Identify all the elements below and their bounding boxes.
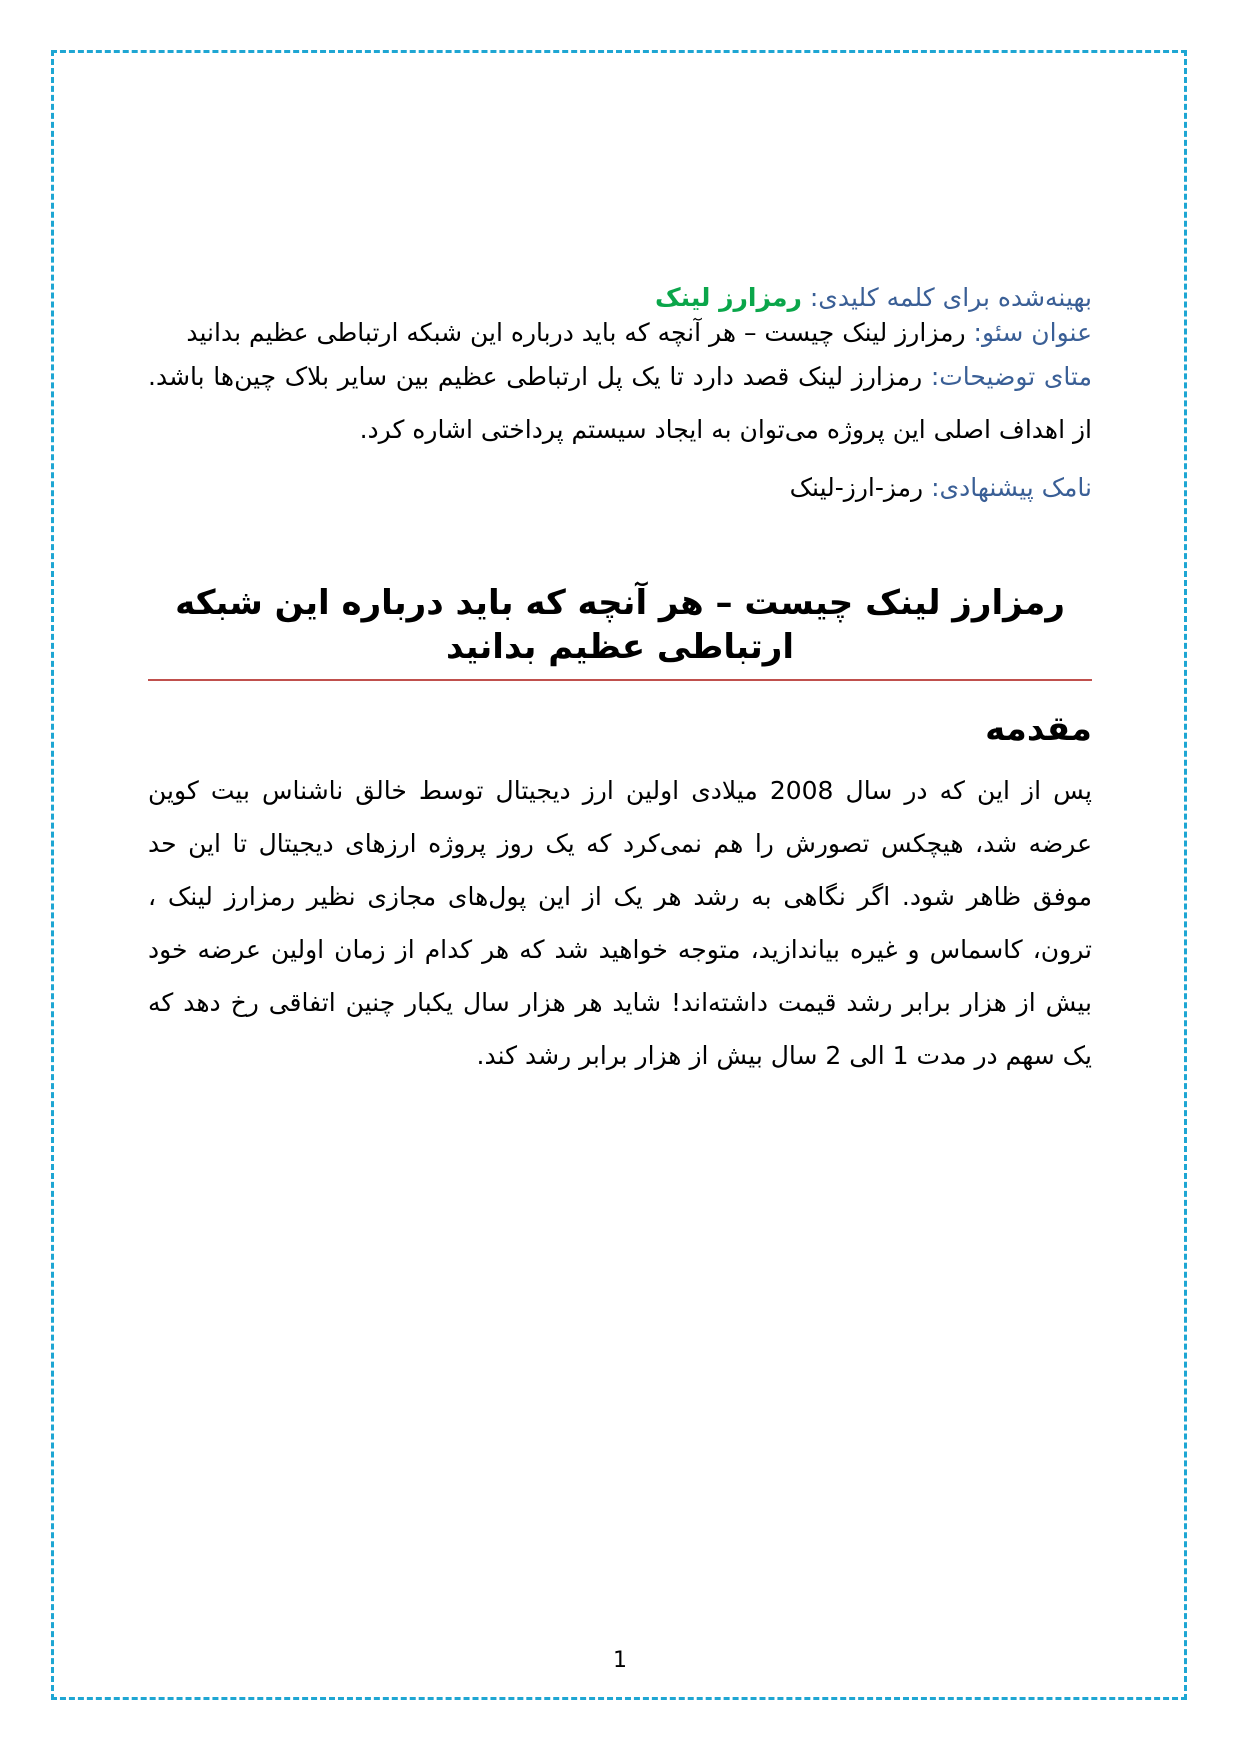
meta-description-line xyxy=(148,350,1092,456)
meta-description-label: متای توضیحات: xyxy=(930,362,1092,391)
intro-paragraph: پس از این که در سال 2008 میلادی اولین ارز دیجیتال توسط خالق ناشناس بیت کوین عرضه شد، هیچکس تصورش را هم نمی‌کرد که یک روز پروژه ارزهای دیجیتال تا این حد موفق ظاهر شود. اگر نگاهی به رشد هر یک از این پول‌های مجازی نظیر رمزارز لینک ، ترون، کاسماس و غیره بیاندازید، متوجه خواهید شد که هر کدام از زمان اولین عرضه خود بیش از هزار برابر رشد قیمت داشته‌اند! شاید هر هزار سال یکبار چنین اتفاقی رخ دهد که یک سهم در مدت 1 الی 2 سال بیش از هزار برابر رشد کند. xyxy=(148,775,1092,1070)
seo-title-value: رمزارز لینک چیست – هر آنچه که باید درباره این شبکه ارتباطی عظیم بدانید xyxy=(186,318,966,347)
article-title: رمزارز لینک چیست – هر آنچه که باید درباره این شبکه ارتباطی عظیم بدانید xyxy=(148,581,1092,681)
seo-title-line xyxy=(148,315,1092,350)
seo-title-label: عنوان سئو: xyxy=(973,318,1092,347)
slug-value: رمز-ارز-لینک xyxy=(789,473,924,502)
keyword-value: رمزارز لینک xyxy=(655,283,802,312)
slug-line xyxy=(148,470,1092,505)
slug-label: نامک پیشنهادی: xyxy=(931,473,1092,502)
keyword-line xyxy=(148,280,1092,315)
keyword-label: بهینه‌شده برای کلمه کلیدی: xyxy=(809,283,1092,312)
document-content xyxy=(148,280,1092,1082)
page-number: 1 xyxy=(613,1648,627,1673)
meta-description-value: رمزارز لینک قصد دارد تا یک پل ارتباطی عظیم بین سایر بلاک چین‌ها باشد. از اهداف اصلی این پروژه می‌توان به ایجاد سیستم پرداختی اشاره کرد. xyxy=(148,362,1092,444)
intro-heading: مقدمه xyxy=(985,708,1092,749)
